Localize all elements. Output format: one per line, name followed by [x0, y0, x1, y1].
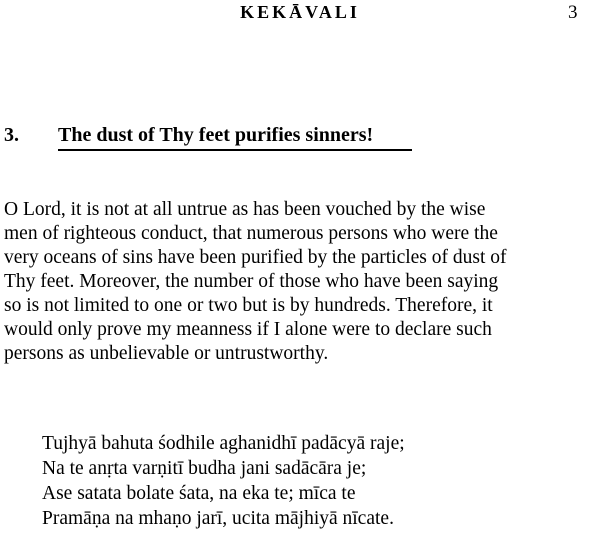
- paragraph-line: men of righteous conduct, that numerous persons who were the: [4, 223, 498, 244]
- verse-block: [42, 431, 582, 531]
- paragraph-line: very oceans of sins have been purified by the particles of dust of: [4, 247, 507, 268]
- paragraph-line: so is not limited to one or two but is by hundreds. Therefore, it: [4, 295, 493, 316]
- verse-line: Ase satata bolate śata, na eka te; mīca te: [42, 483, 356, 504]
- paragraph-line: persons as unbelievable or untrustworthy.: [4, 343, 329, 364]
- verse-line: Pramāṇa na mhaṇo jarī, ucita mājhiyā nīcate.: [42, 508, 394, 529]
- paragraph-line: O Lord, it is not at all untrue as has been vouched by the wise: [4, 199, 486, 220]
- verse-line: Tujhyā bahuta śodhile aghanidhī padācyā raje;: [42, 433, 405, 454]
- paragraph-line: Thy feet. Moreover, the number of those who have been saying: [4, 271, 499, 292]
- page-number: 3: [568, 2, 578, 23]
- section-number: 3.: [4, 124, 19, 146]
- paragraph-line: would only prove my meanness if I alone were to declare such: [4, 319, 492, 340]
- body-paragraph: [4, 198, 600, 366]
- verse-line: Na te anṛta varṇitī budha jani sadācāra je;: [42, 458, 367, 479]
- section-heading: The dust of Thy feet purifies sinners!: [58, 124, 374, 146]
- heading-underline: [58, 149, 412, 151]
- running-header-title: KEKĀVALI: [240, 2, 360, 22]
